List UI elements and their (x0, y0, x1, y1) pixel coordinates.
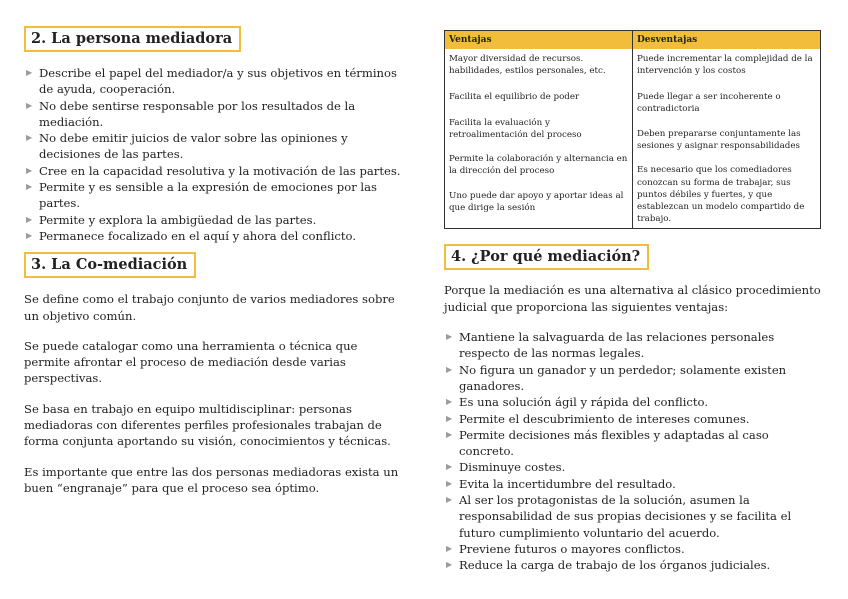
paragraph: Es importante que entre las dos personas mediadoras exista un buen “engranaje” para que el proceso sea óptimo. (24, 464, 399, 495)
triangle-right-icon: ▶ (26, 100, 33, 110)
right-column (444, 30, 822, 573)
triangle-right-icon: ▶ (446, 413, 453, 423)
section2-list (24, 65, 402, 244)
triangle-right-icon: ▶ (26, 165, 33, 175)
list-item: ▶ Cree en la capacidad resolutiva y la motivación de las partes. (26, 163, 401, 178)
list-item: ▶ Describe el papel del mediador/a y sus objetivos en términos de ayuda, cooperación. (26, 66, 397, 97)
list-item: ▶ Permite el descubrimiento de intereses comunes. (446, 411, 750, 426)
list-item: ▶ Disminuye costes. (446, 460, 566, 475)
list-item: ▶ Permite y es sensible a la expresión de emociones por las partes. (26, 180, 377, 211)
comparison-table (444, 30, 821, 229)
list-item: ▶ Mantiene la salvaguarda de las relaciones personales respecto de las normas legales. (446, 330, 775, 361)
ventaja-item: Mayor diversidad de recursos. habilidades, estilos personales, etc. (449, 54, 606, 77)
list-item: ▶ No debe emitir juicios de valor sobre las opiniones y decisiones de las partes. (26, 131, 348, 162)
triangle-right-icon: ▶ (26, 133, 33, 143)
table-header-desventajas: Desventajas (633, 31, 821, 50)
ventajas-cell (445, 49, 633, 229)
desventajas-cell (633, 49, 821, 229)
list-item: ▶ No debe sentirse responsable por los resultados de la mediación. (26, 98, 356, 129)
triangle-right-icon: ▶ (446, 364, 453, 374)
triangle-right-icon: ▶ (26, 214, 33, 224)
left-column (24, 26, 402, 496)
triangle-right-icon: ▶ (446, 332, 453, 342)
section4-list (444, 329, 822, 573)
ventaja-item: Permite la colaboración y alternancia en la dirección del proceso (449, 154, 628, 177)
paragraph: Se basa en trabajo en equipo multidisciplinar: personas mediadoras con diferentes perfiles profesionales trabajan de forma conjunta aportando su visión, conocimientos y técnicas. (24, 401, 391, 449)
desventaja-item: Puede incrementar la complejidad de la intervención y los costos (637, 54, 813, 77)
triangle-right-icon: ▶ (26, 182, 33, 192)
section4-intro: Porque la mediación es una alternativa al clásico procedimiento judicial que proporciona las siguientes ventajas: (444, 283, 821, 314)
ventaja-item: Uno puede dar apoyo y aportar ideas al que dirige la sesión (449, 190, 624, 213)
table-header-ventajas: Ventajas (445, 31, 633, 50)
triangle-right-icon: ▶ (26, 230, 33, 240)
desventaja-item: Deben prepararse conjuntamente las sesiones y asignar responsabilidades (637, 129, 801, 152)
triangle-right-icon: ▶ (26, 68, 33, 77)
list-item: ▶ No figura un ganador y un perdedor; solamente existen ganadores. (446, 362, 787, 393)
paragraph: Se puede catalogar como una herramienta o técnica que permite afrontar el proceso de mediación desde varias perspectivas. (24, 338, 358, 386)
list-item: ▶ Permanece focalizado en el aquí y ahora del conflicto. (26, 228, 357, 243)
list-item: ▶ Reduce la carga de trabajo de los órganos judiciales. (446, 558, 771, 573)
paragraph: Se define como el trabajo conjunto de varios mediadores sobre un objetivo común. (24, 292, 395, 323)
triangle-right-icon: ▶ (446, 397, 453, 407)
desventaja-item: Puede llegar a ser incoherente o contradictoria (637, 91, 781, 114)
triangle-right-icon: ▶ (446, 543, 453, 553)
section3-body (24, 291, 402, 496)
list-item: ▶ Es una solución ágil y rápida del conflicto. (446, 395, 709, 410)
triangle-right-icon: ▶ (446, 495, 453, 504)
list-item: ▶ Permite y explora la ambigüedad de las partes. (26, 212, 317, 227)
section2-heading: 2. La persona mediadora (24, 26, 241, 52)
list-item: ▶ Permite decisiones más flexibles y adaptadas al caso concreto. (446, 427, 769, 459)
triangle-right-icon: ▶ (446, 429, 453, 439)
section3-heading: 3. La Co-mediación (24, 252, 196, 278)
ventaja-item: Facilita la evaluación y retroalimentación del proceso (449, 117, 582, 141)
triangle-right-icon: ▶ (446, 560, 453, 570)
triangle-right-icon: ▶ (446, 478, 453, 488)
section4-heading: 4. ¿Por qué mediación? (444, 244, 649, 270)
ventaja-item: Facilita el equilibrio de poder (449, 91, 580, 102)
triangle-right-icon: ▶ (446, 462, 453, 472)
desventaja-item: Es necesario que los comediadores conozcan su forma de trabajar, sus puntos débiles y fuertes, y que establezcan un modelo compartido de trabajo. (637, 165, 805, 225)
list-item: ▶ Previene futuros o mayores conflictos. (446, 541, 685, 556)
list-item: ▶ Al ser los protagonistas de la solución, asumen la responsabilidad de sus propias decisiones y se facilita el futuro cumplimiento voluntario del acuerdo. (446, 493, 792, 540)
list-item: ▶ Evita la incertidumbre del resultado. (446, 476, 676, 491)
